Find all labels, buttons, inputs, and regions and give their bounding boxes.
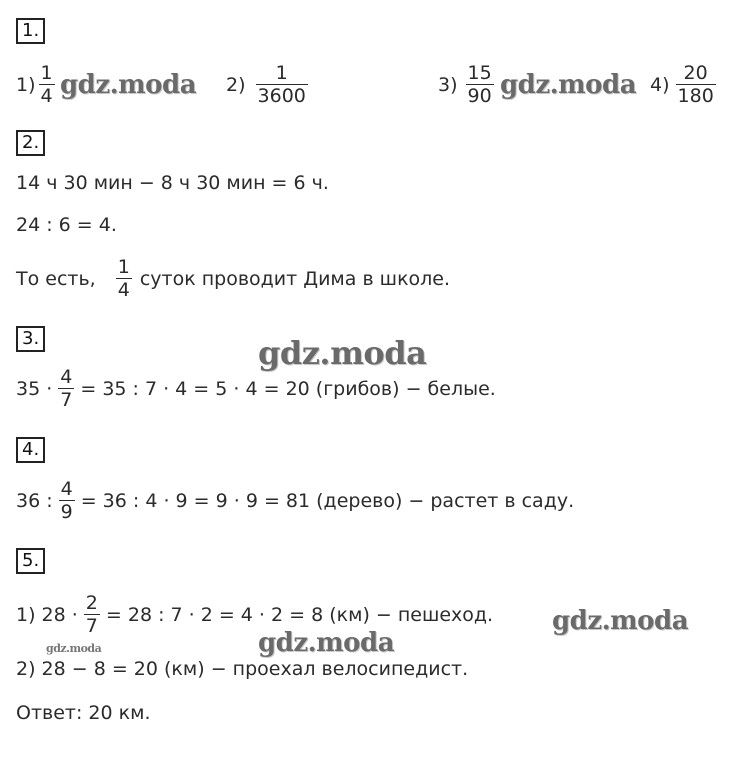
task1-item-2-prefix: 2): [226, 73, 246, 96]
task1-item-1-prefix: 1): [16, 73, 36, 96]
task-number-2: 2.: [16, 130, 45, 156]
task5-line-1: [16, 592, 493, 637]
task2-line-3-end: суток проводит Дима в школе.: [139, 267, 451, 290]
task2-line-2: 24 : 6 = 4.: [16, 214, 117, 236]
fraction-denominator: 7: [85, 615, 98, 637]
fraction-numerator: 1: [40, 62, 53, 84]
task-number-5: 5.: [16, 548, 45, 574]
task-number-3: 3.: [16, 326, 45, 352]
task5-line-1-end: = 28 : 7 · 2 = 4 · 2 = 8 (км) − пешеход.: [105, 603, 494, 626]
task5-answer: Ответ: 20 км.: [16, 702, 151, 724]
fraction-numerator: 15: [467, 62, 492, 84]
task5-line-2: 2) 28 − 8 = 20 (км) − проехал велосипедист.: [16, 658, 469, 680]
watermark: gdz.moda: [258, 628, 395, 658]
task2-line-1: 14 ч 30 мин − 8 ч 30 мин = 6 ч.: [16, 172, 329, 194]
task1-item-1: [16, 62, 58, 107]
fraction-denominator: 7: [60, 389, 73, 411]
fraction-numerator: 1: [117, 256, 130, 278]
task1-fraction-4: [676, 62, 716, 107]
fraction-denominator: 180: [677, 85, 714, 107]
task2-line-3: [16, 256, 450, 301]
task5-line-1-start: 1) 28 ·: [16, 603, 78, 626]
task1-item-2: [226, 62, 311, 107]
task3-fraction: [58, 366, 74, 411]
watermark: gdz.moda: [500, 70, 637, 100]
fraction-denominator: 4: [40, 85, 53, 107]
task-number-1: 1.: [16, 18, 45, 44]
fraction-denominator: 90: [467, 85, 492, 107]
task5-fraction: [84, 592, 100, 637]
watermark: gdz.moda: [552, 606, 689, 636]
task4-start: 36 :: [16, 489, 53, 512]
task4-end: = 36 : 4 · 9 = 9 · 9 = 81 (дерево) − растет в саду.: [80, 489, 575, 512]
task3-end: = 35 : 7 · 4 = 5 · 4 = 20 (грибов) − белые.: [80, 377, 496, 400]
fraction-denominator: 3600: [257, 85, 306, 107]
task-number-4: 4.: [16, 437, 45, 463]
task2-line-3-start: То есть,: [16, 267, 96, 290]
watermark: gdz.moda: [46, 642, 102, 655]
task4-fraction: [59, 478, 75, 523]
fraction-numerator: 20: [683, 62, 708, 84]
task1-fraction-1: [39, 62, 55, 107]
task3-line: [16, 366, 496, 411]
task1-item-3: [438, 62, 497, 107]
watermark: gdz.moda: [60, 70, 197, 100]
fraction-numerator: 1: [275, 62, 288, 84]
task4-line: [16, 478, 574, 523]
task1-fraction-2: [256, 62, 308, 107]
task3-start: 35 ·: [16, 377, 53, 400]
watermark: gdz.moda: [258, 334, 427, 372]
task1-item-3-prefix: 3): [438, 73, 458, 96]
fraction-denominator: 9: [60, 501, 73, 523]
task1-item-4-prefix: 4): [650, 73, 670, 96]
fraction-numerator: 4: [60, 478, 73, 500]
fraction-numerator: 4: [60, 366, 73, 388]
fraction-denominator: 4: [117, 279, 130, 301]
task1-fraction-3: [466, 62, 494, 107]
fraction-numerator: 2: [85, 592, 98, 614]
task2-fraction: [116, 256, 132, 301]
task1-item-4: [650, 62, 719, 107]
